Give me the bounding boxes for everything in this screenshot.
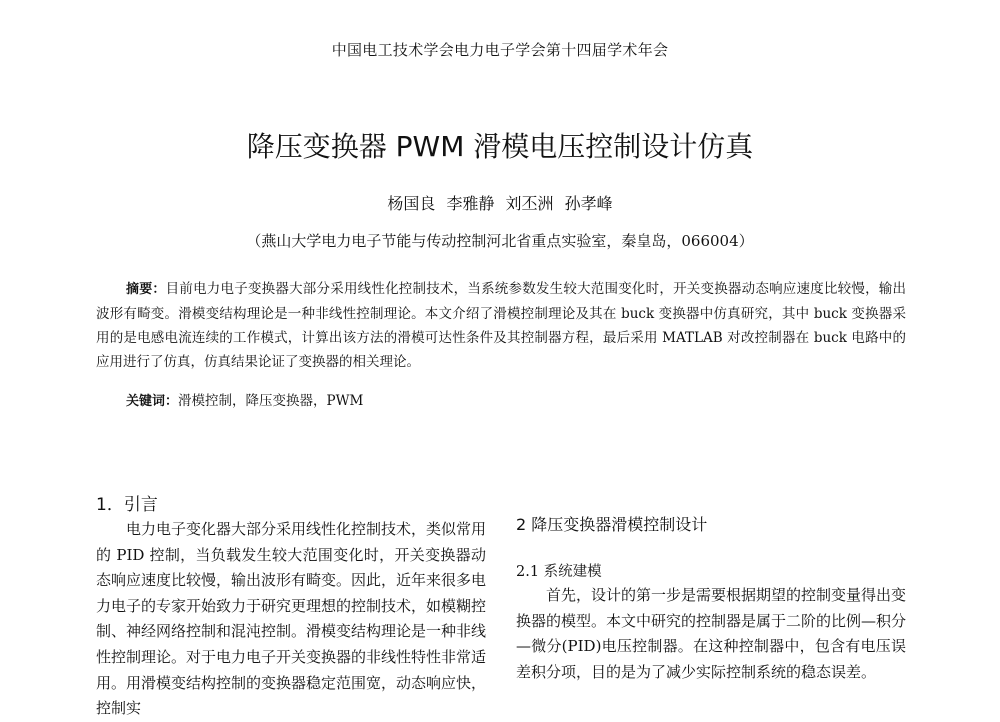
keywords-text: 滑模控制，降压变换器，PWM	[178, 393, 364, 409]
section-2-1-body: 首先，设计的第一步是需要根据期望的控制变量得出变换器的模型。本文中研究的控制器是属于二阶的比例—积分—微分(PID)电压控制器。在这种控制器中，包含有电压误差积分项，目的是为了减少实际控制系统的稳态误差。	[516, 586, 907, 681]
keywords	[126, 389, 906, 414]
paper-title: 降压变换器 PWM 滑模电压控制设计仿真	[246, 130, 754, 163]
conference-header: 中国电工技术学会电力电子学会第十四届学术年会	[331, 41, 669, 59]
section-2-1-heading: 2.1 系统建模	[516, 564, 602, 580]
section-2-heading: 2 降压变换器滑模控制设计	[516, 515, 708, 534]
abstract-label: 摘要：	[126, 282, 166, 297]
section-1-heading: 1．引言	[96, 495, 158, 515]
abstract-text: 目前电力电子变换器大部分采用线性化控制技术，当系统参数发生较大范围变化时，开关变换器动态响应速度比较慢，输出波形有畸变。滑模变结构理论是一种非线性控制理论。本文介绍了滑模控制理论及其在 buck 变换器中仿真研究，其中 buck 变换器采用的是电感电流连续的工作模式，计算出该方法的滑模可达性条件及其控制器方程，最后采用 MATLAB 对改控制器在 buck 电路中的应用进行了仿真，仿真结果论证了变换器的相关理论。	[96, 281, 906, 370]
section-1-body: 电力电子变化器大部分采用线性化控制技术，类似常用的 PID 控制，当负载发生较大范围变化时，开关变换器动态响应速度比较慢，输出波形有畸变。因此，近年来很多电力电子的专家开始致力于研究更理想的控制技术，如模糊控制、神经网络控制和混沌控制。滑模变结构理论是一种非线性控制理论。对于电力电子开关变换器的非线性特性非常适用。用滑模变结构控制的变换器稳定范围宽，动态响应快，控制实	[96, 520, 487, 718]
paper-affiliation: （燕山大学电力电子节能与传动控制河北省重点实验室，秦皇岛，066004）	[246, 232, 754, 250]
abstract	[96, 277, 906, 374]
paper-authors: 杨国良 李雅静 刘丕洲 孙孝峰	[387, 194, 613, 213]
keywords-label: 关键词：	[126, 394, 179, 409]
